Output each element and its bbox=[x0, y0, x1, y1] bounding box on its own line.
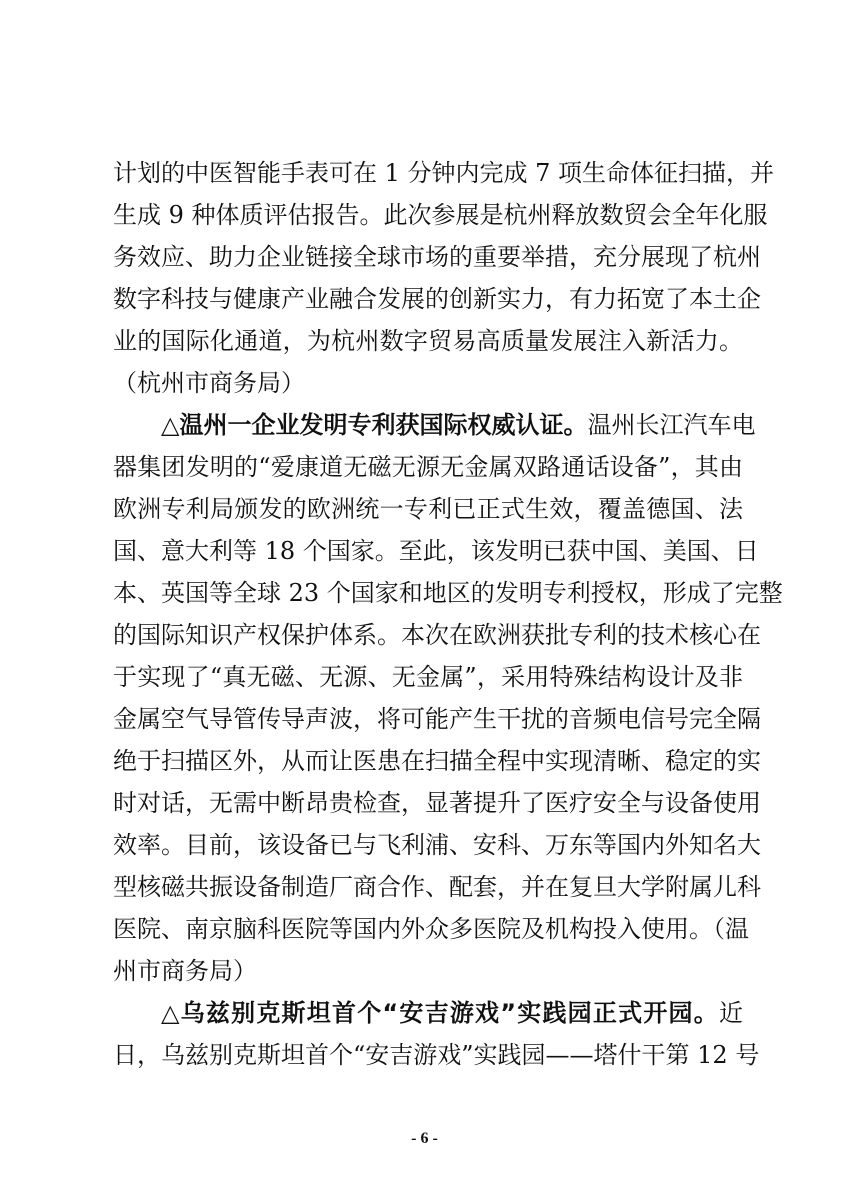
text-line: 业的国际化通道，为杭州数字贸易高质量发展注入新活力。 bbox=[113, 327, 743, 355]
paragraph-first-line bbox=[113, 404, 756, 446]
source-note: 州市商务局） bbox=[113, 957, 257, 985]
text-line: 器集团发明的“爱康道无磁无源无金属双路通话设备”，其由 bbox=[113, 453, 743, 481]
text-line: 务效应、助力企业链接全球市场的重要举措，充分展现了杭州 bbox=[113, 243, 761, 271]
text-line: 生成 9 种体质评估报告。此次参展是杭州释放数贸会全年化服 bbox=[113, 201, 768, 229]
text-line: 医院、南京脑科医院等国内外众多医院及机构投入使用。（温 bbox=[113, 915, 749, 943]
source-note: （杭州市商务局） bbox=[113, 369, 305, 397]
paragraph-wenzhou bbox=[113, 404, 783, 992]
text-line: 国、意大利等 18 个国家。至此，该发明已获中国、美国、日 bbox=[113, 537, 759, 565]
page-number: - 6 - bbox=[411, 1130, 438, 1147]
paragraph-first-line bbox=[113, 992, 743, 1034]
text-line: 数字科技与健康产业融合发展的创新实力，有力拓宽了本土企 bbox=[113, 285, 761, 313]
paragraph-lead-text: 近 bbox=[719, 999, 743, 1027]
paragraph-title: △乌兹别克斯坦首个“安吉游戏”实践园正式开园。 bbox=[161, 999, 719, 1027]
text-line: 日，乌兹别克斯坦首个“安吉游戏”实践园——塔什干第 12 号 bbox=[113, 1041, 760, 1069]
text-line: 计划的中医智能手表可在 1 分钟内完成 7 项生命体征扫描，并 bbox=[113, 159, 775, 187]
document-page bbox=[113, 152, 783, 1076]
paragraph-uzbekistan bbox=[113, 992, 760, 1076]
text-line: 金属空气导管传导声波，将可能产生干扰的音频电信号完全隔 bbox=[113, 705, 761, 733]
text-line: 欧洲专利局颁发的欧洲统一专利已正式生效，覆盖德国、法 bbox=[113, 495, 743, 523]
text-line: 时对话，无需中断昂贵检查，显著提升了医疗安全与设备使用 bbox=[113, 789, 761, 817]
text-line: 型核磁共振设备制造厂商合作、配套，并在复旦大学附属儿科 bbox=[113, 873, 761, 901]
paragraph-lead-text: 温州长江汽车电 bbox=[587, 411, 756, 439]
text-line: 绝于扫描区外，从而让医患在扫描全程中实现清晰、稳定的实 bbox=[113, 747, 761, 775]
paragraph-hangzhou bbox=[113, 152, 775, 404]
paragraph-title: △温州一企业发明专利获国际权威认证。 bbox=[161, 411, 588, 439]
text-line: 的国际知识产权保护体系。本次在欧洲获批专利的技术核心在 bbox=[113, 621, 761, 649]
text-line: 效率。目前，该设备已与飞利浦、安科、万东等国内外知名大 bbox=[113, 831, 761, 859]
text-line: 本、英国等全球 23 个国家和地区的发明专利授权，形成了完整 bbox=[113, 579, 783, 607]
text-line: 于实现了“真无磁、无源、无金属”，采用特殊结构设计及非 bbox=[113, 663, 743, 691]
